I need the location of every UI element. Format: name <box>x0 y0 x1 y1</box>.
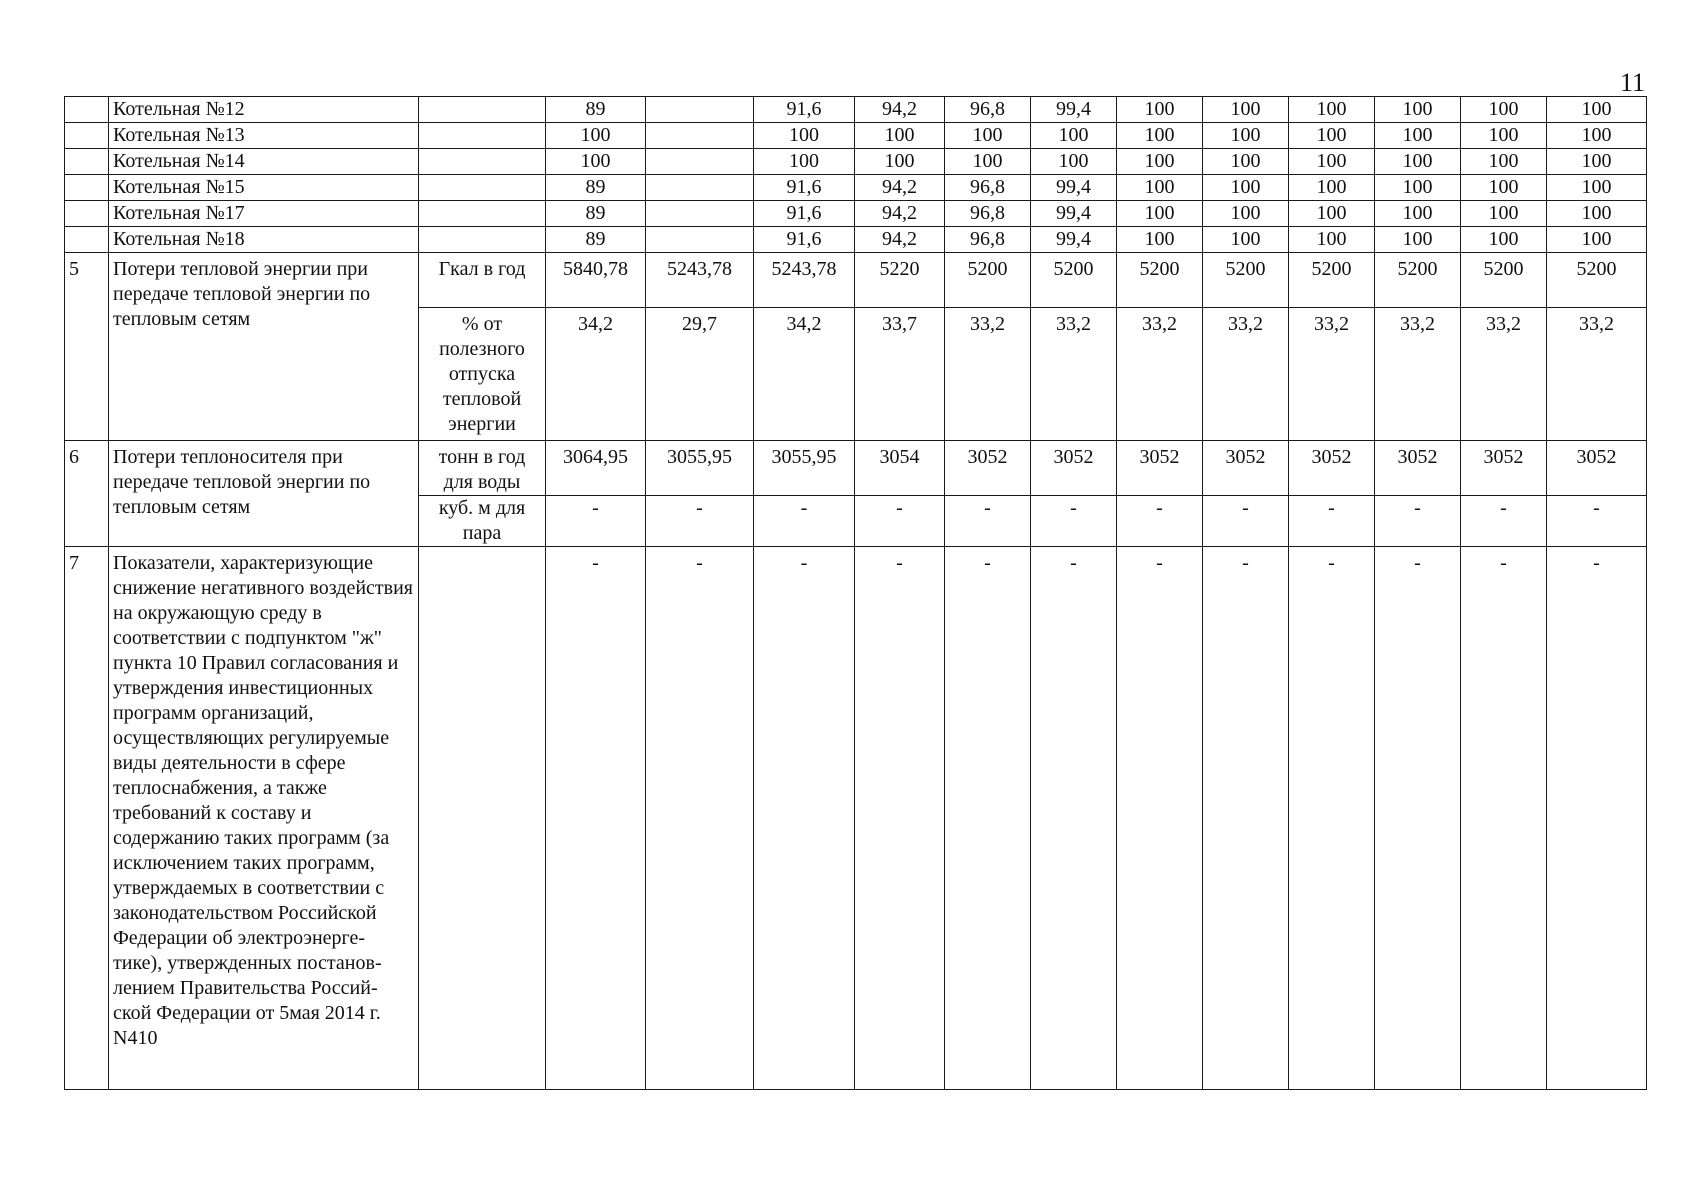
indicator-value-cell: - <box>1547 496 1647 547</box>
boiler-value-cell: 96,8 <box>945 97 1031 123</box>
boiler-value-cell: 100 <box>1375 227 1461 253</box>
boiler-name-cell: Котельная №15 <box>109 175 419 201</box>
boiler-value-cell <box>646 149 754 175</box>
boiler-value-cell: 100 <box>1461 149 1547 175</box>
boiler-value-cell: 100 <box>1375 175 1461 201</box>
indicator-value-cell: 34,2 <box>754 308 855 441</box>
boiler-value-cell: 100 <box>1547 149 1647 175</box>
indicator-value-cell: 5200 <box>1031 253 1117 308</box>
table-row <box>65 175 1647 201</box>
boiler-value-cell: 96,8 <box>945 201 1031 227</box>
indicator-value-cell: 3064,95 <box>546 441 646 496</box>
indicator-value-cell: - <box>1031 547 1117 1090</box>
indicator-value-cell: - <box>1117 547 1203 1090</box>
indicators-table <box>64 96 1647 1090</box>
indicator-value-cell: 5200 <box>945 253 1031 308</box>
indicator-value-cell: - <box>1461 547 1547 1090</box>
boiler-value-cell: 100 <box>1547 123 1647 149</box>
boiler-value-cell: 100 <box>1375 149 1461 175</box>
indicator-value-cell: 3052 <box>945 441 1031 496</box>
indicator-name-cell: Потери теплоносителя при передаче тепловой энергии по тепловым сетям <box>109 441 419 547</box>
boiler-value-cell: 100 <box>1547 97 1647 123</box>
boiler-value-cell: 91,6 <box>754 175 855 201</box>
boiler-value-cell: 100 <box>1461 227 1547 253</box>
table-row <box>65 123 1647 149</box>
boiler-value-cell: 99,4 <box>1031 201 1117 227</box>
indicator-value-cell: 5200 <box>1289 253 1375 308</box>
indicator-value-cell: 33,2 <box>1031 308 1117 441</box>
indicator-value-cell: 33,2 <box>1117 308 1203 441</box>
boiler-value-cell: 100 <box>1461 201 1547 227</box>
row-number-cell <box>65 123 109 149</box>
boiler-name-cell: Котельная №14 <box>109 149 419 175</box>
unit-cell <box>419 547 546 1090</box>
boiler-value-cell: 94,2 <box>855 201 945 227</box>
indicator-value-cell: 33,2 <box>1203 308 1289 441</box>
row-number-cell <box>65 149 109 175</box>
indicator-value-cell: - <box>546 547 646 1090</box>
table-row <box>65 253 1647 308</box>
boiler-value-cell: 100 <box>1461 175 1547 201</box>
indicator-value-cell: 5220 <box>855 253 945 308</box>
indicator-value-cell: - <box>1461 496 1547 547</box>
indicator-value-cell: 5200 <box>1547 253 1647 308</box>
indicator-value-cell: 5200 <box>1375 253 1461 308</box>
indicator-value-cell: - <box>1031 496 1117 547</box>
indicator-value-cell: 33,2 <box>1547 308 1647 441</box>
boiler-value-cell: 91,6 <box>754 227 855 253</box>
boiler-value-cell: 100 <box>1289 227 1375 253</box>
indicator-value-cell: - <box>945 496 1031 547</box>
indicator-value-cell: 5200 <box>1203 253 1289 308</box>
boiler-value-cell <box>646 123 754 149</box>
boiler-name-cell: Котельная №18 <box>109 227 419 253</box>
indicator-value-cell: - <box>646 547 754 1090</box>
indicator-name-cell: Потери тепловой энергии при передаче тепловой энергии по тепловым сетям <box>109 253 419 441</box>
indicator-value-cell: 3055,95 <box>754 441 855 496</box>
indicator-value-cell: - <box>1289 496 1375 547</box>
boiler-value-cell: 100 <box>1203 175 1289 201</box>
row-number-cell: 6 <box>65 441 109 547</box>
indicator-value-cell: 3052 <box>1203 441 1289 496</box>
indicator-value-cell: 29,7 <box>646 308 754 441</box>
row-number-cell: 5 <box>65 253 109 441</box>
boiler-name-cell: Котельная №13 <box>109 123 419 149</box>
indicator-value-cell: 33,7 <box>855 308 945 441</box>
boiler-value-cell: 100 <box>1117 149 1203 175</box>
boiler-value-cell: 100 <box>1289 149 1375 175</box>
table-row <box>65 547 1647 1090</box>
indicator-value-cell: - <box>1203 496 1289 547</box>
boiler-value-cell: 100 <box>1375 201 1461 227</box>
indicator-value-cell: 33,2 <box>1289 308 1375 441</box>
boiler-value-cell: 96,8 <box>945 175 1031 201</box>
boiler-value-cell: 100 <box>1203 123 1289 149</box>
boiler-value-cell: 100 <box>1203 149 1289 175</box>
indicator-value-cell: 3052 <box>1117 441 1203 496</box>
unit-cell: % от полезного отпуска тепловой энергии <box>419 308 546 441</box>
table-row <box>65 149 1647 175</box>
indicator-value-cell: 3052 <box>1547 441 1647 496</box>
indicator-value-cell: - <box>1117 496 1203 547</box>
table-row <box>65 201 1647 227</box>
unit-cell: тонн в год для воды <box>419 441 546 496</box>
row-number-cell <box>65 97 109 123</box>
indicator-value-cell: - <box>1375 496 1461 547</box>
unit-cell <box>419 227 546 253</box>
boiler-value-cell: 100 <box>1203 201 1289 227</box>
boiler-value-cell <box>646 227 754 253</box>
indicator-value-cell: - <box>1375 547 1461 1090</box>
boiler-value-cell: 100 <box>546 149 646 175</box>
indicator-value-cell: 3054 <box>855 441 945 496</box>
indicator-value-cell: 33,2 <box>1375 308 1461 441</box>
boiler-name-cell: Котельная №12 <box>109 97 419 123</box>
boiler-value-cell: 100 <box>1117 227 1203 253</box>
boiler-value-cell: 100 <box>1117 201 1203 227</box>
indicator-value-cell: 5200 <box>1117 253 1203 308</box>
boiler-value-cell: 100 <box>1375 97 1461 123</box>
indicator-name-cell: Показатели, характеризующие снижение негативного воздействия на окружающую среду в соответствии с подпунктом "ж" пункта 10 Правил согласования и утверждения инвестиционных программ организаций, осуществляющих регулируемые виды деятельности в сфере теплоснабжения, а также требований к составу и содержанию таких программ (за исключением таких программ, утверждаемых в соответствии с законодательством Российской Федерации об электроэнерге-тике), утвержденных постанов-лением Правительства Россий-ской Федерации от 5мая 2014 г. N410 <box>109 547 419 1090</box>
boiler-value-cell: 100 <box>1547 175 1647 201</box>
unit-cell <box>419 201 546 227</box>
row-number-cell: 7 <box>65 547 109 1090</box>
boiler-value-cell: 99,4 <box>1031 227 1117 253</box>
boiler-value-cell: 100 <box>1289 201 1375 227</box>
boiler-value-cell: 100 <box>945 123 1031 149</box>
boiler-value-cell: 100 <box>945 149 1031 175</box>
unit-cell <box>419 123 546 149</box>
boiler-value-cell: 100 <box>546 123 646 149</box>
indicator-value-cell: 5200 <box>1461 253 1547 308</box>
boiler-value-cell: 100 <box>1461 123 1547 149</box>
indicator-value-cell: - <box>1203 547 1289 1090</box>
boiler-value-cell: 89 <box>546 97 646 123</box>
boiler-value-cell: 100 <box>1461 97 1547 123</box>
unit-cell <box>419 149 546 175</box>
boiler-value-cell: 100 <box>1203 97 1289 123</box>
table-row <box>65 97 1647 123</box>
boiler-value-cell <box>646 175 754 201</box>
boiler-value-cell: 100 <box>754 149 855 175</box>
indicator-value-cell: 3052 <box>1031 441 1117 496</box>
indicator-value-cell: - <box>646 496 754 547</box>
indicator-value-cell: 3055,95 <box>646 441 754 496</box>
page-number: 11 <box>1619 68 1645 97</box>
boiler-value-cell: 100 <box>1547 201 1647 227</box>
row-number-cell <box>65 201 109 227</box>
indicator-value-cell: 5243,78 <box>754 253 855 308</box>
indicator-value-cell: 3052 <box>1461 441 1547 496</box>
boiler-value-cell: 100 <box>855 123 945 149</box>
indicator-value-cell: 3052 <box>1375 441 1461 496</box>
unit-cell <box>419 97 546 123</box>
indicator-value-cell: 33,2 <box>1461 308 1547 441</box>
indicator-value-cell: 34,2 <box>546 308 646 441</box>
boiler-value-cell: 89 <box>546 175 646 201</box>
row-number-cell <box>65 175 109 201</box>
boiler-value-cell: 94,2 <box>855 227 945 253</box>
indicator-value-cell: - <box>855 547 945 1090</box>
indicator-value-cell: - <box>1289 547 1375 1090</box>
boiler-value-cell: 100 <box>1117 97 1203 123</box>
indicator-value-cell: 5840,78 <box>546 253 646 308</box>
table-row <box>65 227 1647 253</box>
boiler-value-cell: 91,6 <box>754 97 855 123</box>
boiler-value-cell: 89 <box>546 201 646 227</box>
boiler-value-cell: 100 <box>754 123 855 149</box>
boiler-value-cell: 100 <box>1289 97 1375 123</box>
boiler-value-cell: 100 <box>1031 123 1117 149</box>
indicator-value-cell: - <box>945 547 1031 1090</box>
boiler-value-cell: 100 <box>855 149 945 175</box>
boiler-value-cell <box>646 97 754 123</box>
boiler-value-cell: 100 <box>1031 149 1117 175</box>
boiler-value-cell: 89 <box>546 227 646 253</box>
unit-cell: Гкал в год <box>419 253 546 308</box>
indicator-value-cell: - <box>754 547 855 1090</box>
boiler-value-cell: 100 <box>1203 227 1289 253</box>
indicator-value-cell: - <box>754 496 855 547</box>
boiler-value-cell: 91,6 <box>754 201 855 227</box>
unit-cell <box>419 175 546 201</box>
boiler-value-cell: 99,4 <box>1031 175 1117 201</box>
boiler-value-cell: 96,8 <box>945 227 1031 253</box>
boiler-value-cell <box>646 201 754 227</box>
boiler-value-cell: 100 <box>1117 175 1203 201</box>
unit-cell: куб. м для пара <box>419 496 546 547</box>
boiler-value-cell: 100 <box>1375 123 1461 149</box>
indicator-value-cell: 33,2 <box>945 308 1031 441</box>
boiler-value-cell: 100 <box>1547 227 1647 253</box>
indicator-value-cell: - <box>546 496 646 547</box>
boiler-name-cell: Котельная №17 <box>109 201 419 227</box>
table-row <box>65 441 1647 496</box>
boiler-value-cell: 100 <box>1289 175 1375 201</box>
boiler-value-cell: 100 <box>1289 123 1375 149</box>
boiler-value-cell: 100 <box>1117 123 1203 149</box>
indicator-value-cell: - <box>1547 547 1647 1090</box>
row-number-cell <box>65 227 109 253</box>
indicator-value-cell: 3052 <box>1289 441 1375 496</box>
boiler-value-cell: 94,2 <box>855 175 945 201</box>
indicator-value-cell: 5243,78 <box>646 253 754 308</box>
boiler-value-cell: 94,2 <box>855 97 945 123</box>
boiler-value-cell: 99,4 <box>1031 97 1117 123</box>
indicator-value-cell: - <box>855 496 945 547</box>
table-body <box>65 97 1647 1090</box>
